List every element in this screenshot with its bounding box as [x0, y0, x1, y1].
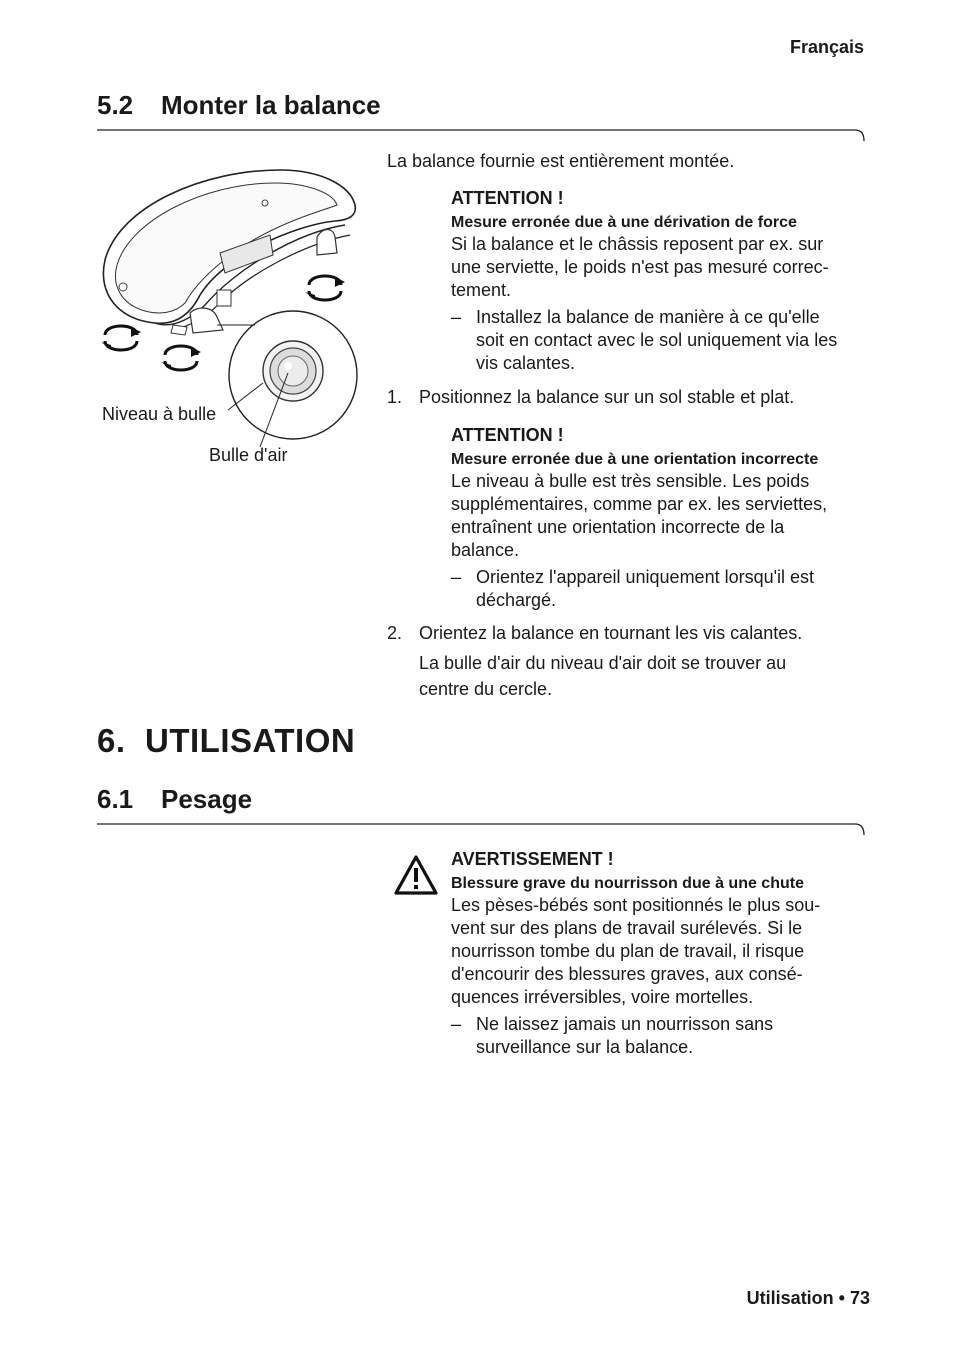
attention-note-1	[451, 188, 881, 375]
body-line: vent sur des plans de travail surélevés. Si le	[451, 918, 803, 938]
language-label: Français	[789, 37, 864, 57]
body-line: entraînent une orientation incorrecte de la	[451, 517, 785, 537]
detail-line: La bulle d'air du niveau d'air doit se trouver au	[419, 653, 787, 673]
bullet-line: vis calantes.	[476, 353, 576, 373]
step-1	[387, 386, 794, 409]
section-number: 5.2	[97, 90, 134, 120]
attention-subtitle: Mesure erronée due à une orientation incorrecte	[451, 451, 819, 468]
body-line: supplémentaires, comme par ex. les serviettes,	[451, 494, 828, 514]
bullet-line: Ne laissez jamais un nourrisson sans	[476, 1014, 774, 1034]
step-detail	[419, 650, 889, 702]
bullet-dash: –	[451, 567, 462, 587]
warning-triangle-icon	[393, 854, 439, 896]
attention-note-2	[451, 425, 881, 612]
step-text: Orientez la balance en tournant les vis calantes.	[419, 623, 803, 643]
step-number: 2.	[387, 623, 403, 643]
section-title: Pesage	[161, 784, 253, 814]
body-line: Le niveau à bulle est très sensible. Les poids	[451, 471, 810, 491]
attention-bullet	[451, 566, 881, 612]
bullet-line: soit en contact avec le sol uniquement via les	[476, 330, 838, 350]
attention-body	[451, 470, 881, 562]
intro-text: La balance fournie est entièrement montée.	[387, 151, 735, 171]
body-line: quences irréversibles, voire mortelles.	[451, 987, 754, 1007]
warning-note	[451, 849, 881, 1059]
bullet-line: Orientez l'appareil uniquement lorsqu'il est	[476, 567, 815, 587]
step-text: Positionnez la balance sur un sol stable et plat.	[419, 387, 795, 407]
body-line: une serviette, le poids n'est pas mesuré correc-	[451, 257, 829, 277]
figure-label-level: Niveau à bulle	[102, 404, 217, 424]
attention-title: ATTENTION !	[451, 188, 564, 208]
attention-bullet	[451, 306, 881, 375]
attention-subtitle: Mesure erronée due à une dérivation de force	[451, 214, 797, 231]
body-line: nourrisson tombe du plan de travail, il risque	[451, 941, 805, 961]
bullet-line: surveillance sur la balance.	[476, 1037, 694, 1057]
section-title: Monter la balance	[161, 90, 381, 120]
section-rule	[97, 128, 867, 144]
chapter-number: 6.	[97, 722, 126, 759]
body-line: Si la balance et le châssis reposent par ex. sur	[451, 234, 824, 254]
warning-bullet	[451, 1013, 881, 1059]
warning-title: AVERTISSEMENT !	[451, 849, 614, 869]
body-line: Les pèses-bébés sont positionnés le plus sou-	[451, 895, 821, 915]
bullet-line: Installez la balance de manière à ce qu'elle	[476, 307, 820, 327]
detail-line: centre du cercle.	[419, 679, 553, 699]
bullet-dash: –	[451, 1014, 462, 1034]
figure-label-bubble: Bulle d'air	[209, 445, 288, 465]
warning-body	[451, 894, 881, 1009]
attention-title: ATTENTION !	[451, 425, 564, 445]
section-rule	[97, 822, 867, 838]
warning-subtitle: Blessure grave du nourrisson due à une chute	[451, 875, 804, 892]
step-2	[387, 622, 889, 702]
bullet-dash: –	[451, 307, 462, 327]
chapter-heading-6	[97, 722, 355, 760]
attention-body	[451, 233, 881, 302]
body-line: balance.	[451, 540, 520, 560]
body-line: tement.	[451, 280, 512, 300]
section-heading-6-1	[97, 784, 252, 815]
chapter-title: UTILISATION	[145, 722, 356, 759]
bullet-line: déchargé.	[476, 590, 557, 610]
body-line: d'encourir des blessures graves, aux consé-	[451, 964, 803, 984]
section-number: 6.1	[97, 784, 134, 814]
page-footer: Utilisation • 73	[746, 1288, 870, 1308]
section-heading-5-2	[97, 90, 381, 121]
step-number: 1.	[387, 387, 403, 407]
